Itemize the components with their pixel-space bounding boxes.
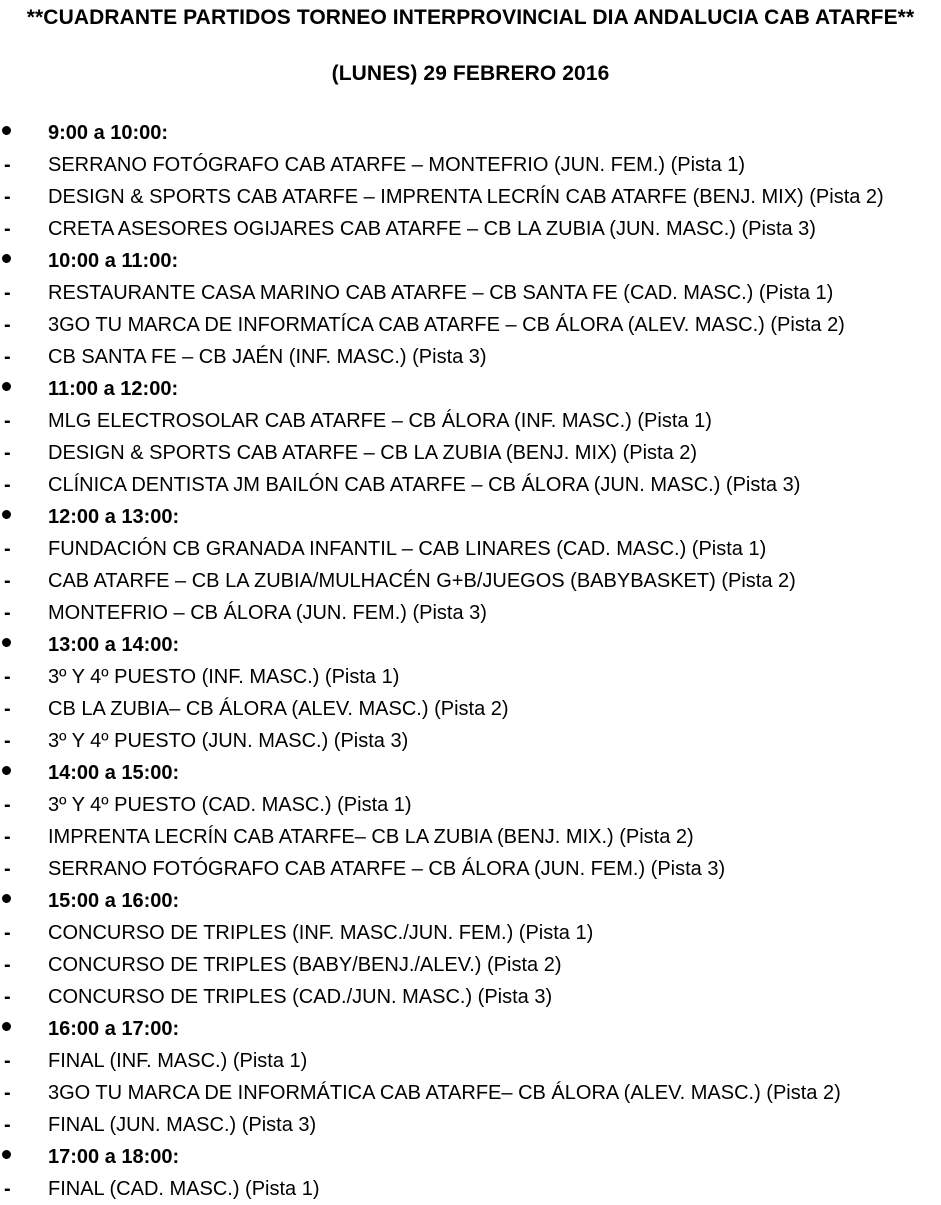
match-label: MONTEFRIO – CB ÁLORA (JUN. FEM.) (Pista 3) (48, 602, 487, 624)
match-label: RESTAURANTE CASA MARINO CAB ATARFE – CB SANTA FE (CAD. MASC.) (Pista 1) (48, 282, 834, 304)
time-slot-label: 16:00 a 17:00: (48, 1018, 180, 1040)
match-item (0, 725, 941, 757)
time-slot-label: 10:00 a 11:00: (48, 250, 179, 272)
dash-marker: - (4, 186, 11, 208)
time-slot (0, 1013, 941, 1141)
match-label: IMPRENTA LECRÍN CAB ATARFE– CB LA ZUBIA (BENJ. MIX.) (Pista 2) (48, 826, 694, 848)
time-slot (0, 629, 941, 757)
time-slot-label: 9:00 a 10:00: (48, 122, 169, 144)
match-label: FINAL (CAD. MASC.) (Pista 1) (48, 1178, 320, 1200)
time-slot-label: 11:00 a 12:00: (48, 378, 179, 400)
dash-marker: - (4, 314, 11, 336)
page-title: **CUADRANTE PARTIDOS TORNEO INTERPROVINCIAL DIA ANDALUCIA CAB ATARFE** (26, 6, 915, 29)
dash-marker: - (4, 602, 11, 624)
match-label: CONCURSO DE TRIPLES (INF. MASC./JUN. FEM.) (Pista 1) (48, 922, 594, 944)
match-label: CAB ATARFE – CB LA ZUBIA/MULHACÉN G+B/JUEGOS (BABYBASKET) (Pista 2) (48, 570, 796, 592)
match-label: DESIGN & SPORTS CAB ATARFE – CB LA ZUBIA (BENJ. MIX) (Pista 2) (48, 442, 698, 464)
match-item (0, 661, 941, 693)
time-slot (0, 1141, 941, 1205)
match-label: CONCURSO DE TRIPLES (CAD./JUN. MASC.) (Pista 3) (48, 986, 553, 1008)
dash-marker: - (4, 794, 11, 816)
match-label: 3GO TU MARCA DE INFORMATÍCA CAB ATARFE – CB ÁLORA (ALEV. MASC.) (Pista 2) (48, 314, 845, 336)
match-item (0, 149, 941, 181)
dash-marker: - (4, 154, 11, 176)
page-subtitle: (LUNES) 29 FEBRERO 2016 (331, 62, 610, 85)
time-slot-header (0, 885, 941, 917)
match-label: CRETA ASESORES OGIJARES CAB ATARFE – CB LA ZUBIA (JUN. MASC.) (Pista 3) (48, 218, 816, 240)
match-item (0, 341, 941, 373)
match-label: DESIGN & SPORTS CAB ATARFE – IMPRENTA LECRÍN CAB ATARFE (BENJ. MIX) (Pista 2) (48, 186, 884, 208)
bullet-icon (2, 254, 11, 263)
bullet-icon (2, 1022, 11, 1031)
time-slot (0, 245, 941, 373)
match-item (0, 917, 941, 949)
dash-marker: - (4, 1178, 11, 1200)
dash-marker: - (4, 346, 11, 368)
time-slot (0, 373, 941, 501)
match-item (0, 1173, 941, 1205)
match-label: FINAL (INF. MASC.) (Pista 1) (48, 1050, 308, 1072)
time-slot-label: 12:00 a 13:00: (48, 506, 180, 528)
match-item (0, 437, 941, 469)
bullet-icon (2, 638, 11, 647)
match-item (0, 565, 941, 597)
time-slot-header (0, 1141, 941, 1173)
bullet-icon (2, 510, 11, 519)
dash-marker: - (4, 410, 11, 432)
dash-marker: - (4, 218, 11, 240)
dash-marker: - (4, 442, 11, 464)
time-slot-header (0, 757, 941, 789)
time-slot (0, 885, 941, 1013)
dash-marker: - (4, 666, 11, 688)
match-item (0, 789, 941, 821)
match-label: 3GO TU MARCA DE INFORMÁTICA CAB ATARFE– CB ÁLORA (ALEV. MASC.) (Pista 2) (48, 1082, 841, 1104)
match-item (0, 309, 941, 341)
time-slot-header (0, 117, 941, 149)
dash-marker: - (4, 986, 11, 1008)
bullet-icon (2, 894, 11, 903)
time-slot-header (0, 629, 941, 661)
match-label: CB SANTA FE – CB JAÉN (INF. MASC.) (Pista 3) (48, 346, 487, 368)
match-item (0, 949, 941, 981)
match-item (0, 277, 941, 309)
match-label: 3º Y 4º PUESTO (JUN. MASC.) (Pista 3) (48, 730, 409, 752)
time-slot-header (0, 501, 941, 533)
dash-marker: - (4, 1050, 11, 1072)
match-item (0, 1109, 941, 1141)
match-label: CB LA ZUBIA– CB ÁLORA (ALEV. MASC.) (Pista 2) (48, 698, 509, 720)
match-item (0, 181, 941, 213)
time-slot (0, 117, 941, 245)
time-slot-header (0, 245, 941, 277)
dash-marker: - (4, 474, 11, 496)
match-item (0, 693, 941, 725)
match-item (0, 853, 941, 885)
dash-marker: - (4, 858, 11, 880)
dash-marker: - (4, 570, 11, 592)
time-slot-label: 15:00 a 16:00: (48, 890, 180, 912)
match-item (0, 469, 941, 501)
match-label: CONCURSO DE TRIPLES (BABY/BENJ./ALEV.) (Pista 2) (48, 954, 562, 976)
match-item (0, 1077, 941, 1109)
match-item (0, 533, 941, 565)
dash-marker: - (4, 826, 11, 848)
match-label: FINAL (JUN. MASC.) (Pista 3) (48, 1114, 317, 1136)
match-item (0, 821, 941, 853)
match-item (0, 981, 941, 1013)
dash-marker: - (4, 698, 11, 720)
bullet-icon (2, 126, 11, 135)
dash-marker: - (4, 730, 11, 752)
bullet-icon (2, 1150, 11, 1159)
schedule-list (0, 117, 941, 1205)
match-label: 3º Y 4º PUESTO (CAD. MASC.) (Pista 1) (48, 794, 412, 816)
dash-marker: - (4, 922, 11, 944)
time-slot-label: 14:00 a 15:00: (48, 762, 180, 784)
match-label: SERRANO FOTÓGRAFO CAB ATARFE – MONTEFRIO (JUN. FEM.) (Pista 1) (48, 154, 746, 176)
dash-marker: - (4, 538, 11, 560)
dash-marker: - (4, 954, 11, 976)
match-item (0, 213, 941, 245)
time-slot-label: 17:00 a 18:00: (48, 1146, 180, 1168)
match-label: FUNDACIÓN CB GRANADA INFANTIL – CAB LINARES (CAD. MASC.) (Pista 1) (48, 538, 767, 560)
match-label: 3º Y 4º PUESTO (INF. MASC.) (Pista 1) (48, 666, 400, 688)
match-item (0, 1045, 941, 1077)
dash-marker: - (4, 282, 11, 304)
bullet-icon (2, 382, 11, 391)
match-item (0, 405, 941, 437)
match-label: MLG ELECTROSOLAR CAB ATARFE – CB ÁLORA (INF. MASC.) (Pista 1) (48, 410, 712, 432)
match-label: SERRANO FOTÓGRAFO CAB ATARFE – CB ÁLORA (JUN. FEM.) (Pista 3) (48, 858, 726, 880)
time-slot-label: 13:00 a 14:00: (48, 634, 180, 656)
match-item (0, 597, 941, 629)
dash-marker: - (4, 1082, 11, 1104)
time-slot-header (0, 373, 941, 405)
time-slot (0, 757, 941, 885)
time-slot-header (0, 1013, 941, 1045)
match-label: CLÍNICA DENTISTA JM BAILÓN CAB ATARFE – CB ÁLORA (JUN. MASC.) (Pista 3) (48, 474, 801, 496)
bullet-icon (2, 766, 11, 775)
time-slot (0, 501, 941, 629)
dash-marker: - (4, 1114, 11, 1136)
